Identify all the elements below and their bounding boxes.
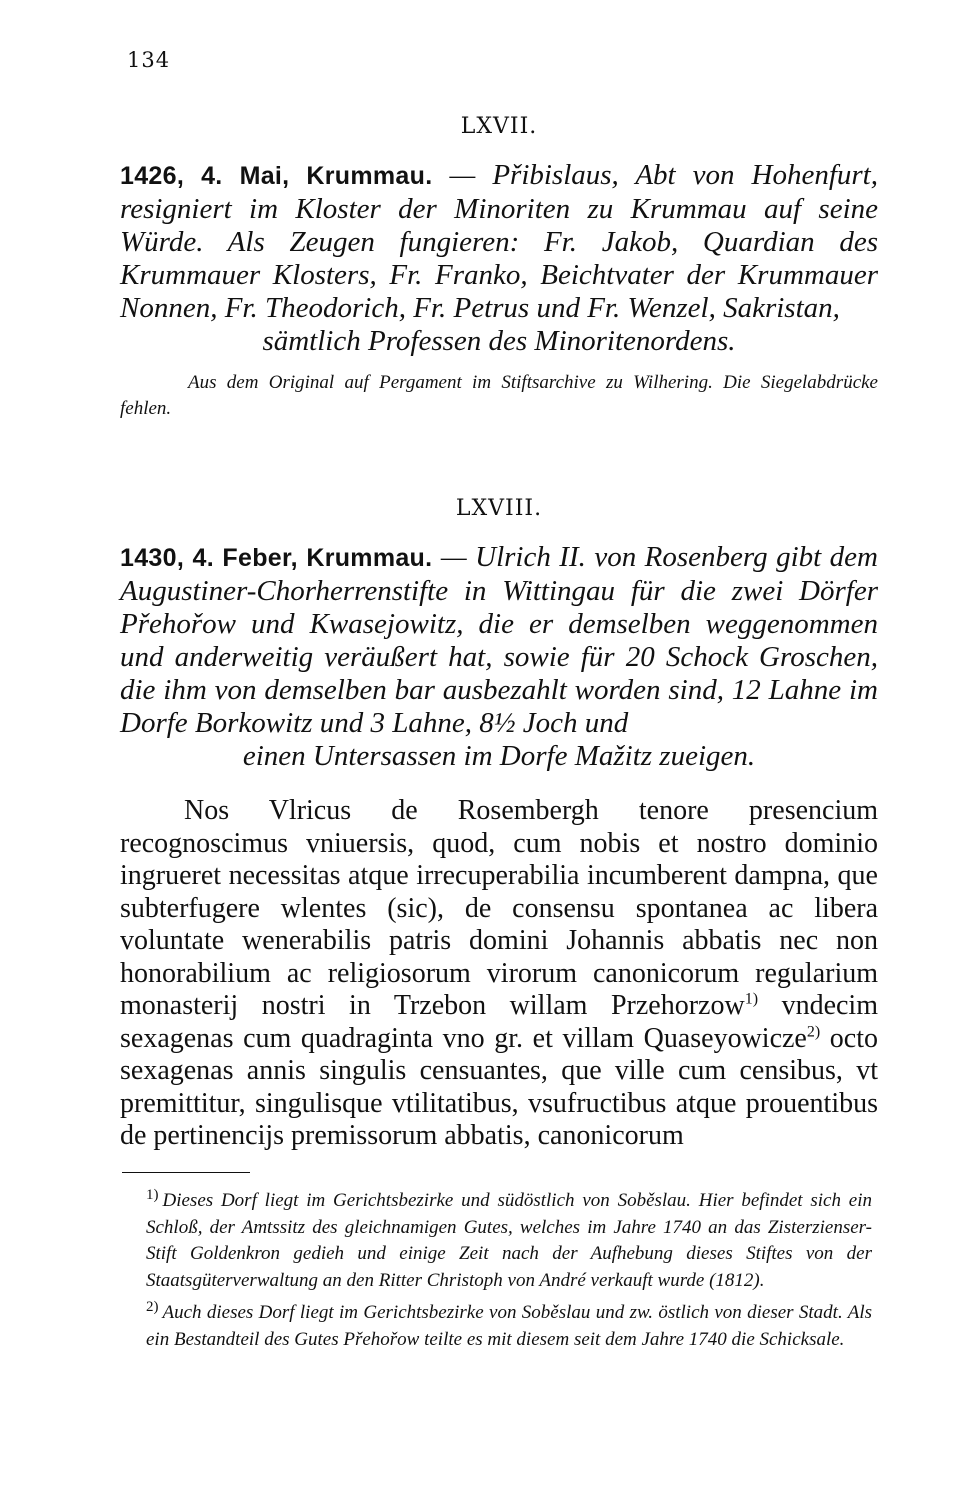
heading-dash: — xyxy=(432,541,476,573)
summary-tail: sämtlich Professen des Minoritenordens. xyxy=(262,325,736,357)
document-lxvii xyxy=(120,114,878,422)
summary-text: Přibislaus, Abt von Hohenfurt, resigniert im Kloster der Minoriten zu Krummau auf seine Würde. Als Zeugen fungieren: Fr. Jakob, Quardian des Krummauer Klosters, Fr. Franko, Beichtvater der Krummauer Nonnen, Fr. Theodorich, Fr. Petrus und Fr. Wenzel, Sakristan, xyxy=(120,159,878,324)
summary-text: Ulrich II. von Rosenberg gibt dem Augustiner-Chorherrenstifte in Wittingau für die zwei Dörfer Přehořow und Kwasejowitz, die er demselben weggenommen und anderweitig veräußert hat, sowie für 20 Schock Groschen, die ihm von demselben bar ausbezahlt worden sind, 12 Lahne im Dorfe Borkowitz und 3 Lahne, 8½ Joch und xyxy=(120,541,878,739)
document-date-heading: 1426, 4. Mai, Krummau. xyxy=(120,162,433,190)
heading-dash: — xyxy=(432,159,493,191)
document-numeral: LXVIII. xyxy=(455,496,543,521)
footnotes xyxy=(146,1188,872,1353)
charter-text-part: vndecim sexagenas cum quadraginta vno gr. et villam Quaseyowicze xyxy=(120,990,878,1054)
charter-text-part: octo sexagenas annis singulis censuantes, que ville cum censibus, vt premittitur, singulisque vtilitatibus, vsufructibus atque prouentibus de pertinencijs premissorum abbatis, canonicorum xyxy=(120,1022,878,1151)
footnote-ref-2[interactable]: 2) xyxy=(806,1023,821,1041)
footnote-marker: 2) xyxy=(146,1298,159,1315)
document-numeral: LXVII. xyxy=(460,114,538,139)
footnote-text: Auch dieses Dorf liegt im Gerichtsbezirke von Soběslau und zw. östlich von dieser Stadt. Als ein Bestandteil des Gutes Přehořow teilte es mit diesem seit dem Jahre 1740 die Schicksale. xyxy=(146,1302,872,1350)
footnote-2 xyxy=(146,1300,872,1353)
document-date-heading: 1430, 4. Feber, Krummau. xyxy=(120,544,433,572)
footnote-divider xyxy=(122,1172,250,1173)
document-summary xyxy=(120,541,878,773)
document-lxviii xyxy=(120,496,878,1153)
charter-text xyxy=(120,795,878,1153)
footnote-1 xyxy=(146,1188,872,1294)
source-note: Aus dem Original auf Pergament im Stiftsarchive zu Wilhering. Die Siegelabdrücke fehlen. xyxy=(120,372,878,419)
footnote-text: Dieses Dorf liegt im Gerichtsbezirke und südöstlich von Soběslau. Hier befindet sich ein Schloß, der Amtssitz des gleichnamigen Gutes, welches im Jahre 1740 an das Zisterzienser-Stift Goldenkron gedieh und einige Zeit nach der Aufhebung dieses Stiftes von der Staatsgüterverwaltung an den Ritter Christoph von André verkauft wurde (1812). xyxy=(146,1190,872,1291)
summary-tail: einen Untersassen im Dorfe Mažitz zueigen. xyxy=(242,740,756,772)
page-number: 134 xyxy=(127,48,171,72)
footnote-ref-1[interactable]: 1) xyxy=(744,990,759,1008)
document-summary xyxy=(120,159,878,358)
footnote-marker: 1) xyxy=(146,1186,159,1203)
charter-text-part: Nos Vlricus de Rosembergh tenore presencium recognoscimus vniuersis, quod, cum nobis et nostro dominio ingrueret necessitas atque irrecuperabilia incumberent dampna, que subterfugere wlentes (sic), de consensu spontanea ac libera voluntate wenerabilis patris domini Johannis abbatis nec non honorabilium ac religiosorum virorum canonicorum regularium monasterij nostri in Trzebon willam Przehorzow xyxy=(120,795,878,1021)
